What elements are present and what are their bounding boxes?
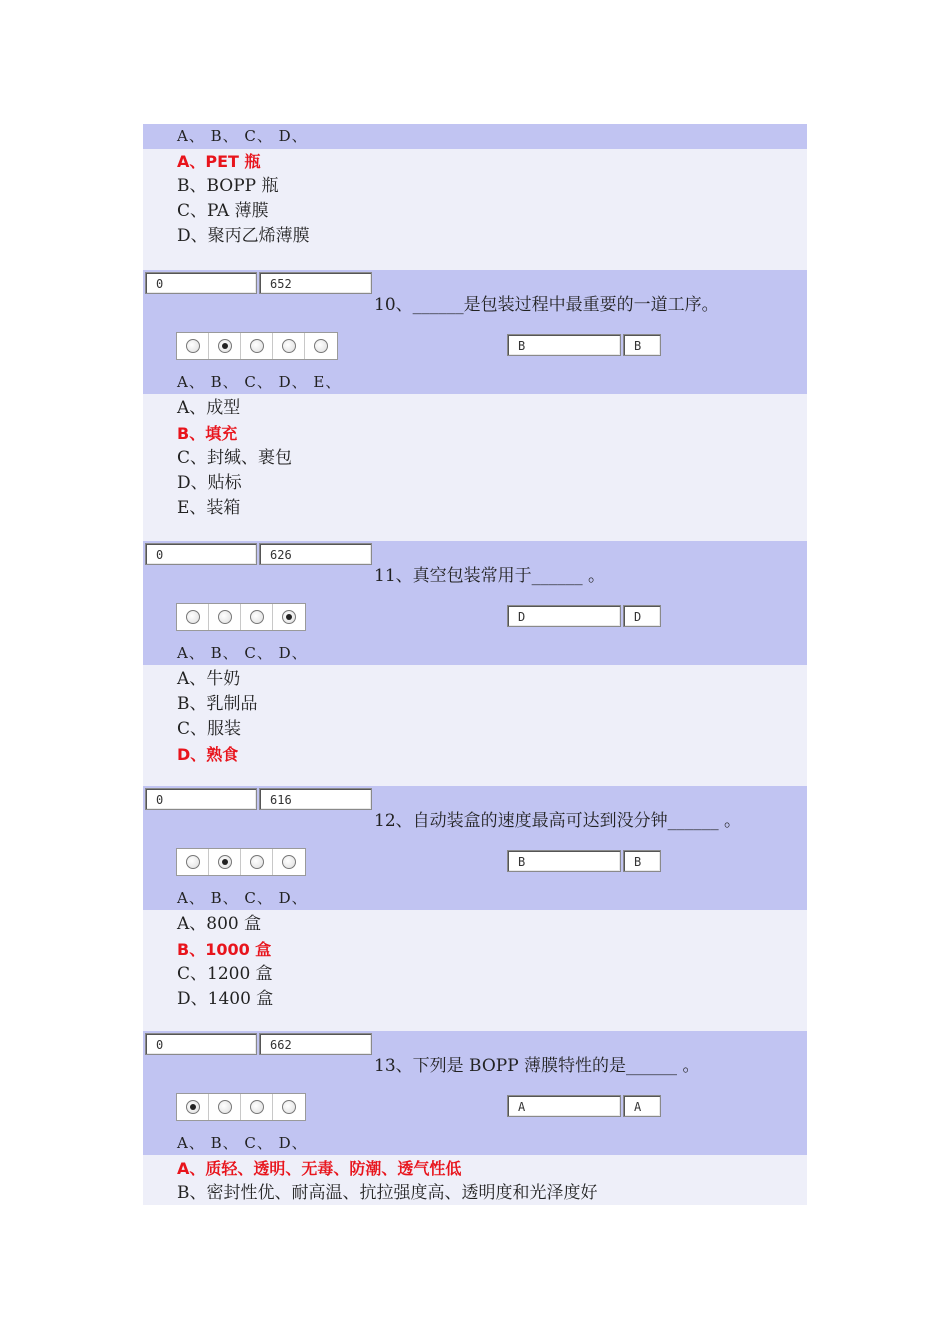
q10-question: 10、______是包装过程中最重要的一道工序。 — [374, 295, 719, 315]
q12-answer-key[interactable]: B — [623, 850, 661, 872]
q12-question: 12、自动装盒的速度最高可达到没分钟______ 。 — [374, 811, 742, 831]
q11-question: 11、真空包装常用于______ 。 — [374, 566, 606, 586]
q13-radio-c[interactable] — [250, 1100, 264, 1114]
option-q11-c: C、服装 — [177, 719, 242, 739]
q13-question: 13、下列是 BOPP 薄膜特性的是______ 。 — [374, 1056, 700, 1076]
option-q10-e: E、装箱 — [177, 498, 241, 518]
q12-choice-letters: A、 B、 C、 D、 — [177, 889, 308, 907]
q13-answer-key[interactable]: A — [623, 1095, 661, 1117]
q13-field-a[interactable]: 0 — [145, 1033, 257, 1055]
option-q10-d: D、贴标 — [177, 473, 242, 493]
q12-answer-field[interactable]: B — [507, 850, 621, 872]
option-q12-c: C、1200 盒 — [177, 964, 273, 984]
q11-radio-group[interactable] — [176, 603, 306, 631]
q10-radio-e[interactable] — [314, 339, 328, 353]
q12-radio-group[interactable] — [176, 848, 306, 876]
q10-answer-key[interactable]: B — [623, 334, 661, 356]
q9-options — [143, 149, 807, 270]
option-q12-a: A、800 盒 — [177, 914, 262, 934]
q13-choice-letters: A、 B、 C、 D、 — [177, 1134, 308, 1152]
q10-block — [143, 270, 807, 394]
option-q9-b: B、BOPP 瓶 — [177, 176, 279, 196]
q10-answer-field[interactable]: B — [507, 334, 621, 356]
q12-radio-d[interactable] — [282, 855, 296, 869]
option-q13-a: A、质轻、透明、无毒、防潮、透气性低 — [177, 1159, 462, 1178]
q10-radio-a[interactable] — [186, 339, 200, 353]
q10-radio-d[interactable] — [282, 339, 296, 353]
q11-field-b[interactable]: 626 — [259, 543, 372, 565]
option-q9-a: A、PET 瓶 — [177, 152, 261, 171]
option-q9-c: C、PA 薄膜 — [177, 201, 269, 221]
q12-block — [143, 786, 807, 910]
q11-choice-letters: A、 B、 C、 D、 — [177, 644, 308, 662]
q10-radio-group[interactable] — [176, 332, 338, 360]
q13-radio-a[interactable] — [186, 1100, 200, 1114]
q11-field-a[interactable]: 0 — [145, 543, 257, 565]
q10-options — [143, 394, 807, 541]
q10-choice-letters: A、 B、 C、 D、 E、 — [177, 373, 342, 391]
q12-radio-a[interactable] — [186, 855, 200, 869]
option-q12-b: B、1000 盒 — [177, 940, 272, 959]
q10-radio-c[interactable] — [250, 339, 264, 353]
q10-field-b[interactable]: 652 — [259, 272, 372, 294]
option-q11-a: A、牛奶 — [177, 669, 241, 689]
q11-radio-b[interactable] — [218, 610, 232, 624]
q11-radio-a[interactable] — [186, 610, 200, 624]
option-q12-d: D、1400 盒 — [177, 989, 274, 1009]
q10-answer-row — [507, 334, 661, 358]
q9-header-band — [143, 124, 807, 149]
q13-options — [143, 1155, 807, 1205]
option-q9-d: D、聚丙乙烯薄膜 — [177, 226, 310, 246]
q11-answer-key[interactable]: D — [623, 605, 661, 627]
q12-field-b[interactable]: 616 — [259, 788, 372, 810]
q12-radio-b[interactable] — [218, 855, 232, 869]
option-q13-b: B、密封性优、耐高温、抗拉强度高、透明度和光泽度好 — [177, 1183, 598, 1203]
option-q11-d: D、熟食 — [177, 745, 239, 764]
option-q10-a: A、成型 — [177, 398, 241, 418]
q10-field-a[interactable]: 0 — [145, 272, 257, 294]
q11-options — [143, 665, 807, 786]
q13-field-b[interactable]: 662 — [259, 1033, 372, 1055]
option-q10-c: C、封缄、裹包 — [177, 448, 293, 468]
q12-radio-c[interactable] — [250, 855, 264, 869]
option-q11-b: B、乳制品 — [177, 694, 258, 714]
q13-answer-row — [507, 1095, 661, 1119]
q13-radio-d[interactable] — [282, 1100, 296, 1114]
q9-choice-letters: A、 B、 C、 D、 — [177, 127, 308, 145]
q12-field-a[interactable]: 0 — [145, 788, 257, 810]
q13-block — [143, 1031, 807, 1155]
q12-answer-row — [507, 850, 661, 874]
q11-block — [143, 541, 807, 665]
q13-radio-b[interactable] — [218, 1100, 232, 1114]
q11-radio-c[interactable] — [250, 610, 264, 624]
q12-options — [143, 910, 807, 1031]
q13-radio-group[interactable] — [176, 1093, 306, 1121]
q11-radio-d[interactable] — [282, 610, 296, 624]
q11-answer-row — [507, 605, 661, 629]
q11-answer-field[interactable]: D — [507, 605, 621, 627]
q13-answer-field[interactable]: A — [507, 1095, 621, 1117]
q10-radio-b[interactable] — [218, 339, 232, 353]
quiz-sheet — [143, 124, 807, 1205]
option-q10-b: B、填充 — [177, 424, 238, 443]
